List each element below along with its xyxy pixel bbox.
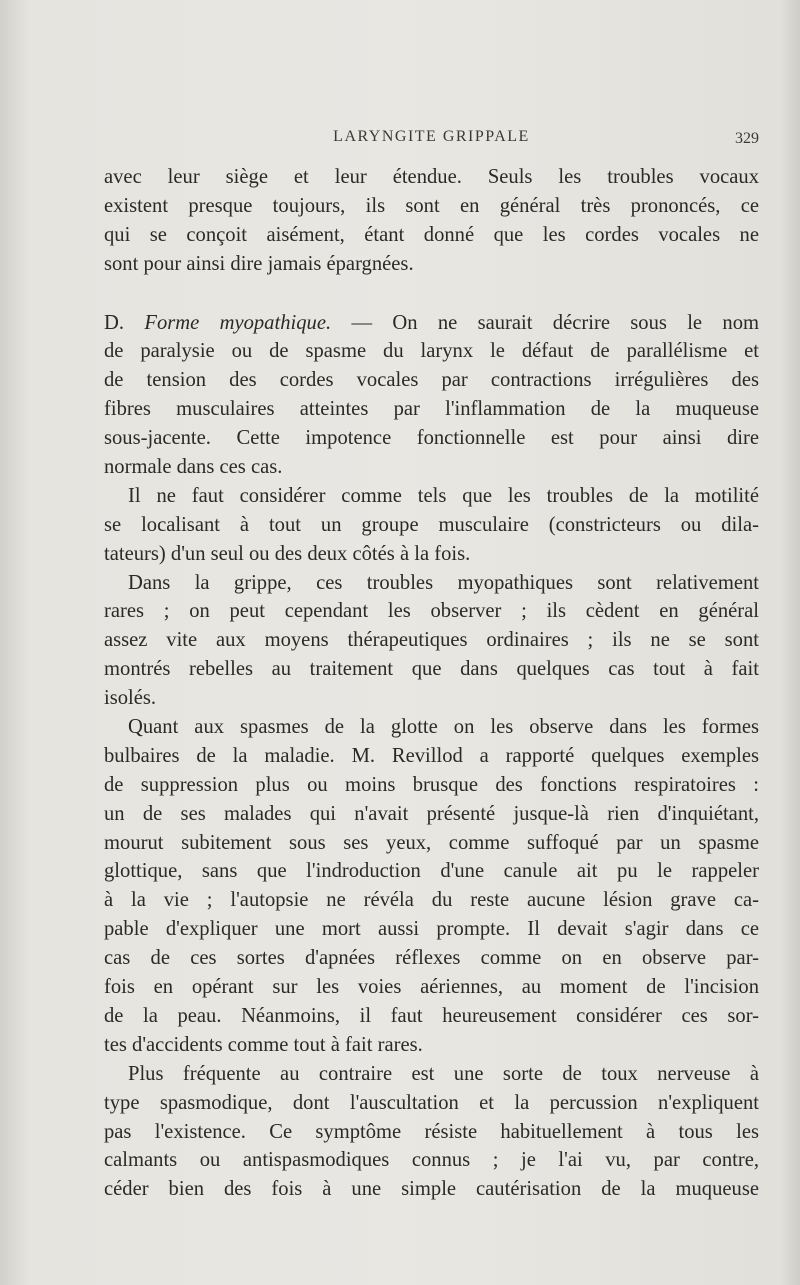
body-text bbox=[104, 163, 759, 1204]
text-line: bulbaires de la maladie. M. Revillod a rapporté quelques exemples bbox=[104, 744, 759, 767]
paragraph bbox=[104, 1060, 759, 1204]
text-line: cas de ces sortes d'apnées réflexes comme on en observe par- bbox=[104, 947, 759, 970]
text-line bbox=[104, 309, 759, 338]
text-line: glottique, sans que l'indroduction d'une canule ait pu le rappeler bbox=[104, 860, 759, 883]
text-line: Il ne faut considérer comme tels que les troubles de la motilité bbox=[128, 484, 759, 507]
text-line: de suppression plus ou moins brusque des fonctions respiratoires : bbox=[104, 773, 759, 796]
paragraph bbox=[104, 309, 759, 482]
text-line: de paralysie ou de spasme du larynx le défaut de parallélisme et bbox=[104, 340, 759, 363]
text-line: pas l'existence. Ce symptôme résiste habituellement à tous les bbox=[104, 1120, 759, 1143]
text-line: fibres musculaires atteintes par l'inflammation de la muqueuse bbox=[104, 398, 759, 421]
text-line: de la peau. Néanmoins, il faut heureusement considérer ces sor- bbox=[104, 1004, 759, 1027]
paragraph bbox=[104, 569, 759, 713]
text-line: Plus fréquente au contraire est une sorte de toux nerveuse à bbox=[128, 1062, 759, 1085]
text-line: tes d'accidents comme tout à fait rares. bbox=[104, 1033, 423, 1056]
text-line: de tension des cordes vocales par contractions irrégulières des bbox=[104, 369, 759, 392]
section-title: Forme myopathique. bbox=[144, 311, 332, 334]
text-line: se localisant à tout un groupe musculaire (constricteurs ou dila- bbox=[104, 513, 759, 536]
text-line: fois en opérant sur les voies aériennes, au moment de l'incision bbox=[104, 976, 759, 999]
paragraph bbox=[104, 163, 759, 279]
page-header bbox=[104, 128, 759, 152]
text-line: Dans la grippe, ces troubles myopathiques sont relativement bbox=[128, 571, 759, 594]
paragraph bbox=[104, 713, 759, 1060]
text-line: sont pour ainsi dire jamais épargnées. bbox=[104, 252, 414, 275]
text-line: mourut subitement sous ses yeux, comme suffoqué par un spasme bbox=[104, 831, 759, 854]
text-line: rares ; on peut cependant les observer ; ils cèdent en général bbox=[104, 600, 759, 623]
text-line: existent presque toujours, ils sont en général très prononcés, ce bbox=[104, 194, 759, 217]
text-line: qui se conçoit aisément, étant donné que les cordes vocales ne bbox=[104, 223, 759, 246]
page-number: 329 bbox=[735, 130, 759, 147]
text-line: Quant aux spasmes de la glotte on les observe dans les formes bbox=[128, 716, 759, 739]
text-fragment: — On ne saurait décrire sous le nom bbox=[351, 311, 759, 334]
paragraph bbox=[104, 482, 759, 569]
text-line: calmants ou antispasmodiques connus ; je l'ai vu, par contre, bbox=[104, 1149, 759, 1172]
text-line: un de ses malades qui n'avait présenté jusque-là rien d'inquiétant, bbox=[104, 802, 759, 825]
text-line: tateurs) d'un seul ou des deux côtés à la fois. bbox=[104, 542, 471, 565]
text-line: avec leur siège et leur étendue. Seuls les troubles vocaux bbox=[104, 166, 759, 188]
text-line: montrés rebelles au traitement que dans quelques cas tout à fait bbox=[104, 658, 759, 681]
text-line: céder bien des fois à une simple cautérisation de la muqueuse bbox=[104, 1178, 759, 1201]
text-line: type spasmodique, dont l'auscultation et la percussion n'expliquent bbox=[104, 1091, 759, 1114]
text-line: à la vie ; l'autopsie ne révéla du reste aucune lésion grave ca- bbox=[104, 889, 759, 912]
text-line: assez vite aux moyens thérapeutiques ordinaires ; ils ne se sont bbox=[104, 629, 759, 652]
text-line: isolés. bbox=[104, 687, 157, 710]
text-line: pable d'expliquer une mort aussi prompte. Il devait s'agir dans ce bbox=[104, 918, 759, 941]
running-title: LARYNGITE GRIPPALE bbox=[333, 128, 530, 145]
section-label: D. bbox=[104, 311, 125, 334]
text-line: normale dans ces cas. bbox=[104, 456, 283, 479]
text-line: sous-jacente. Cette impotence fonctionnelle est pour ainsi dire bbox=[104, 427, 759, 450]
